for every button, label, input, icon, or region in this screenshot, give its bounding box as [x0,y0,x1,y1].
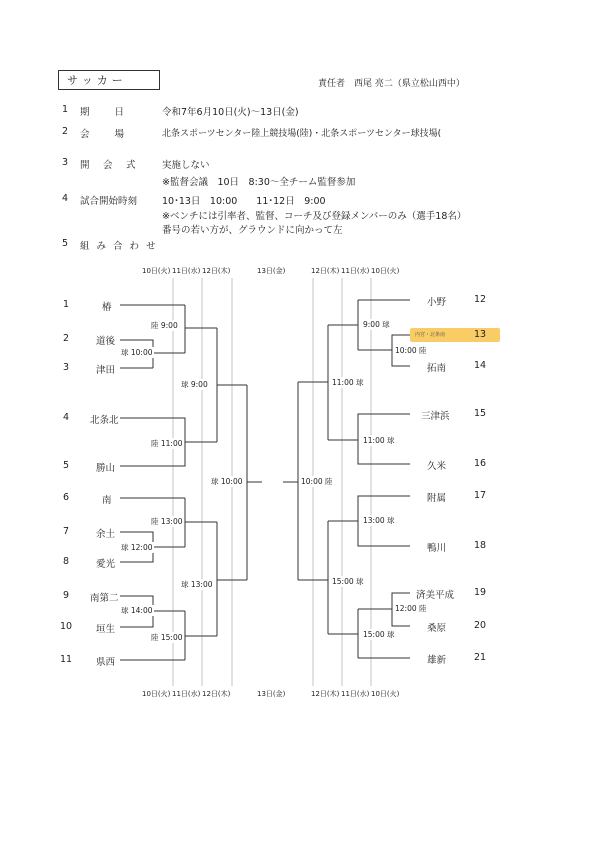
match-label: 陸 11:00 [151,439,183,448]
match-label: 球 10:00 [121,348,153,357]
team-num: 3 [63,362,70,373]
team-num: 21 [474,652,487,663]
team-num: 15 [474,408,487,419]
info-label-venue: 会 場 [80,129,127,140]
team-num: 10 [60,621,73,632]
team-name: 椿 [102,302,112,313]
team-name: 垣生 [96,624,116,635]
info-num-1: 1 [62,104,69,115]
team-name: 津田 [96,365,116,376]
team-name: 北条北 [90,415,119,426]
team-name: 愛光 [96,559,116,570]
match-label: 15:00 球 [363,630,395,639]
team-name: 南第二 [90,593,119,604]
col-left-10: 10日(火) [142,267,171,275]
col-left-12: 12日(木) [202,267,231,275]
col-left-11-bottom: 11日(水) [172,690,201,698]
info-value-venue: 北条スポーツセンター陸上競技場(陸)・北条スポーツセンター球技場( [162,129,442,139]
match-label: 球 14:00 [121,606,153,615]
team-name: 余土 [96,529,116,540]
col-right-12-bottom: 12日(木) [311,690,340,698]
match-label: 13:00 球 [363,516,395,525]
col-right-11: 11日(水) [341,267,370,275]
col-center-13-bottom: 13日(金) [257,690,286,698]
info-value-start-time: 10･13日 10:00 11･12日 9:00 [162,196,326,207]
team-num: 1 [63,299,70,310]
info-num-5: 5 [62,238,69,249]
col-left-11: 11日(水) [172,267,201,275]
col-right-11-bottom: 11日(水) [341,690,370,698]
info-label-start-time: 試合開始時刻 [80,196,138,207]
match-label: 9:00 球 [363,320,390,329]
match-label: 15:00 球 [332,577,364,586]
team-name: 小野 [427,297,447,308]
info-label-dates: 期 日 [80,107,127,118]
team-num: 20 [474,620,487,631]
match-label: 12:00 陸 [395,604,427,613]
match-label: 10:00 陸 [301,477,333,486]
team-name: 内宮・北条南 [415,332,446,338]
team-num: 9 [63,590,70,601]
match-label: 陸 15:00 [151,633,183,642]
info-note-meeting: ※監督会議 10日 8:30〜全チーム監督参加 [162,177,356,188]
info-label-ceremony: 開 会 式 [80,160,138,171]
info-num-4: 4 [62,193,69,204]
team-name: 附属 [427,493,447,504]
info-value-ceremony: 実施しない [162,160,210,171]
info-num-2: 2 [62,126,69,137]
team-name: 拓南 [427,363,447,374]
col-center-13: 13日(金) [257,267,286,275]
team-name: 県西 [96,657,116,668]
team-name: 雄新 [427,655,447,666]
team-name: 済美平成 [416,590,455,601]
team-num: 14 [474,360,487,371]
team-num: 6 [63,492,70,503]
col-left-12-bottom: 12日(木) [202,690,231,698]
team-num: 4 [63,412,70,423]
responsible-person: 責任者 西尾 亮二（県立松山西中） [318,79,465,89]
info-num-3: 3 [62,157,69,168]
info-note-side: 番号の若い方が、グラウンドに向かって左 [162,225,343,236]
info-value-dates: 令和7年6月10日(火)〜13日(金) [162,107,299,118]
team-name: 三津浜 [421,411,450,422]
team-num: 18 [474,540,487,551]
col-right-10: 10日(火) [371,267,400,275]
team-name: 桑原 [427,623,447,634]
team-name: 勝山 [96,463,116,474]
match-label: 11:00 球 [363,436,395,445]
team-num: 5 [63,460,70,471]
team-name: 久米 [427,461,447,472]
info-note-bench: ※ベンチには引率者、監督、コーチ及び登録メンバーのみ（選手18名） [162,211,467,222]
match-label: 陸 13:00 [151,517,183,526]
team-name: 鴨川 [427,543,447,554]
team-num: 19 [474,587,487,598]
col-left-10-bottom: 10日(火) [142,690,171,698]
team-num: 16 [474,458,487,469]
team-num: 8 [63,556,70,567]
match-label: 球 12:00 [121,543,153,552]
col-right-10-bottom: 10日(火) [371,690,400,698]
match-label: 10:00 陸 [395,346,427,355]
match-label: 球 13:00 [181,580,213,589]
match-label: 陸 9:00 [151,321,178,330]
team-num: 13 [474,329,487,340]
match-label: 11:00 球 [332,378,364,387]
col-right-12: 12日(木) [311,267,340,275]
team-num: 7 [63,526,70,537]
sport-title: サッカー [58,70,160,90]
team-name: 道後 [96,336,116,347]
info-label-bracket: 組 み 合 わ せ [80,241,158,252]
team-num: 2 [63,333,70,344]
team-num: 11 [60,654,73,665]
team-num: 17 [474,490,487,501]
match-label: 球 10:00 [211,477,243,486]
match-label: 球 9:00 [181,380,208,389]
team-name: 南 [102,495,112,506]
team-num: 12 [474,294,487,305]
